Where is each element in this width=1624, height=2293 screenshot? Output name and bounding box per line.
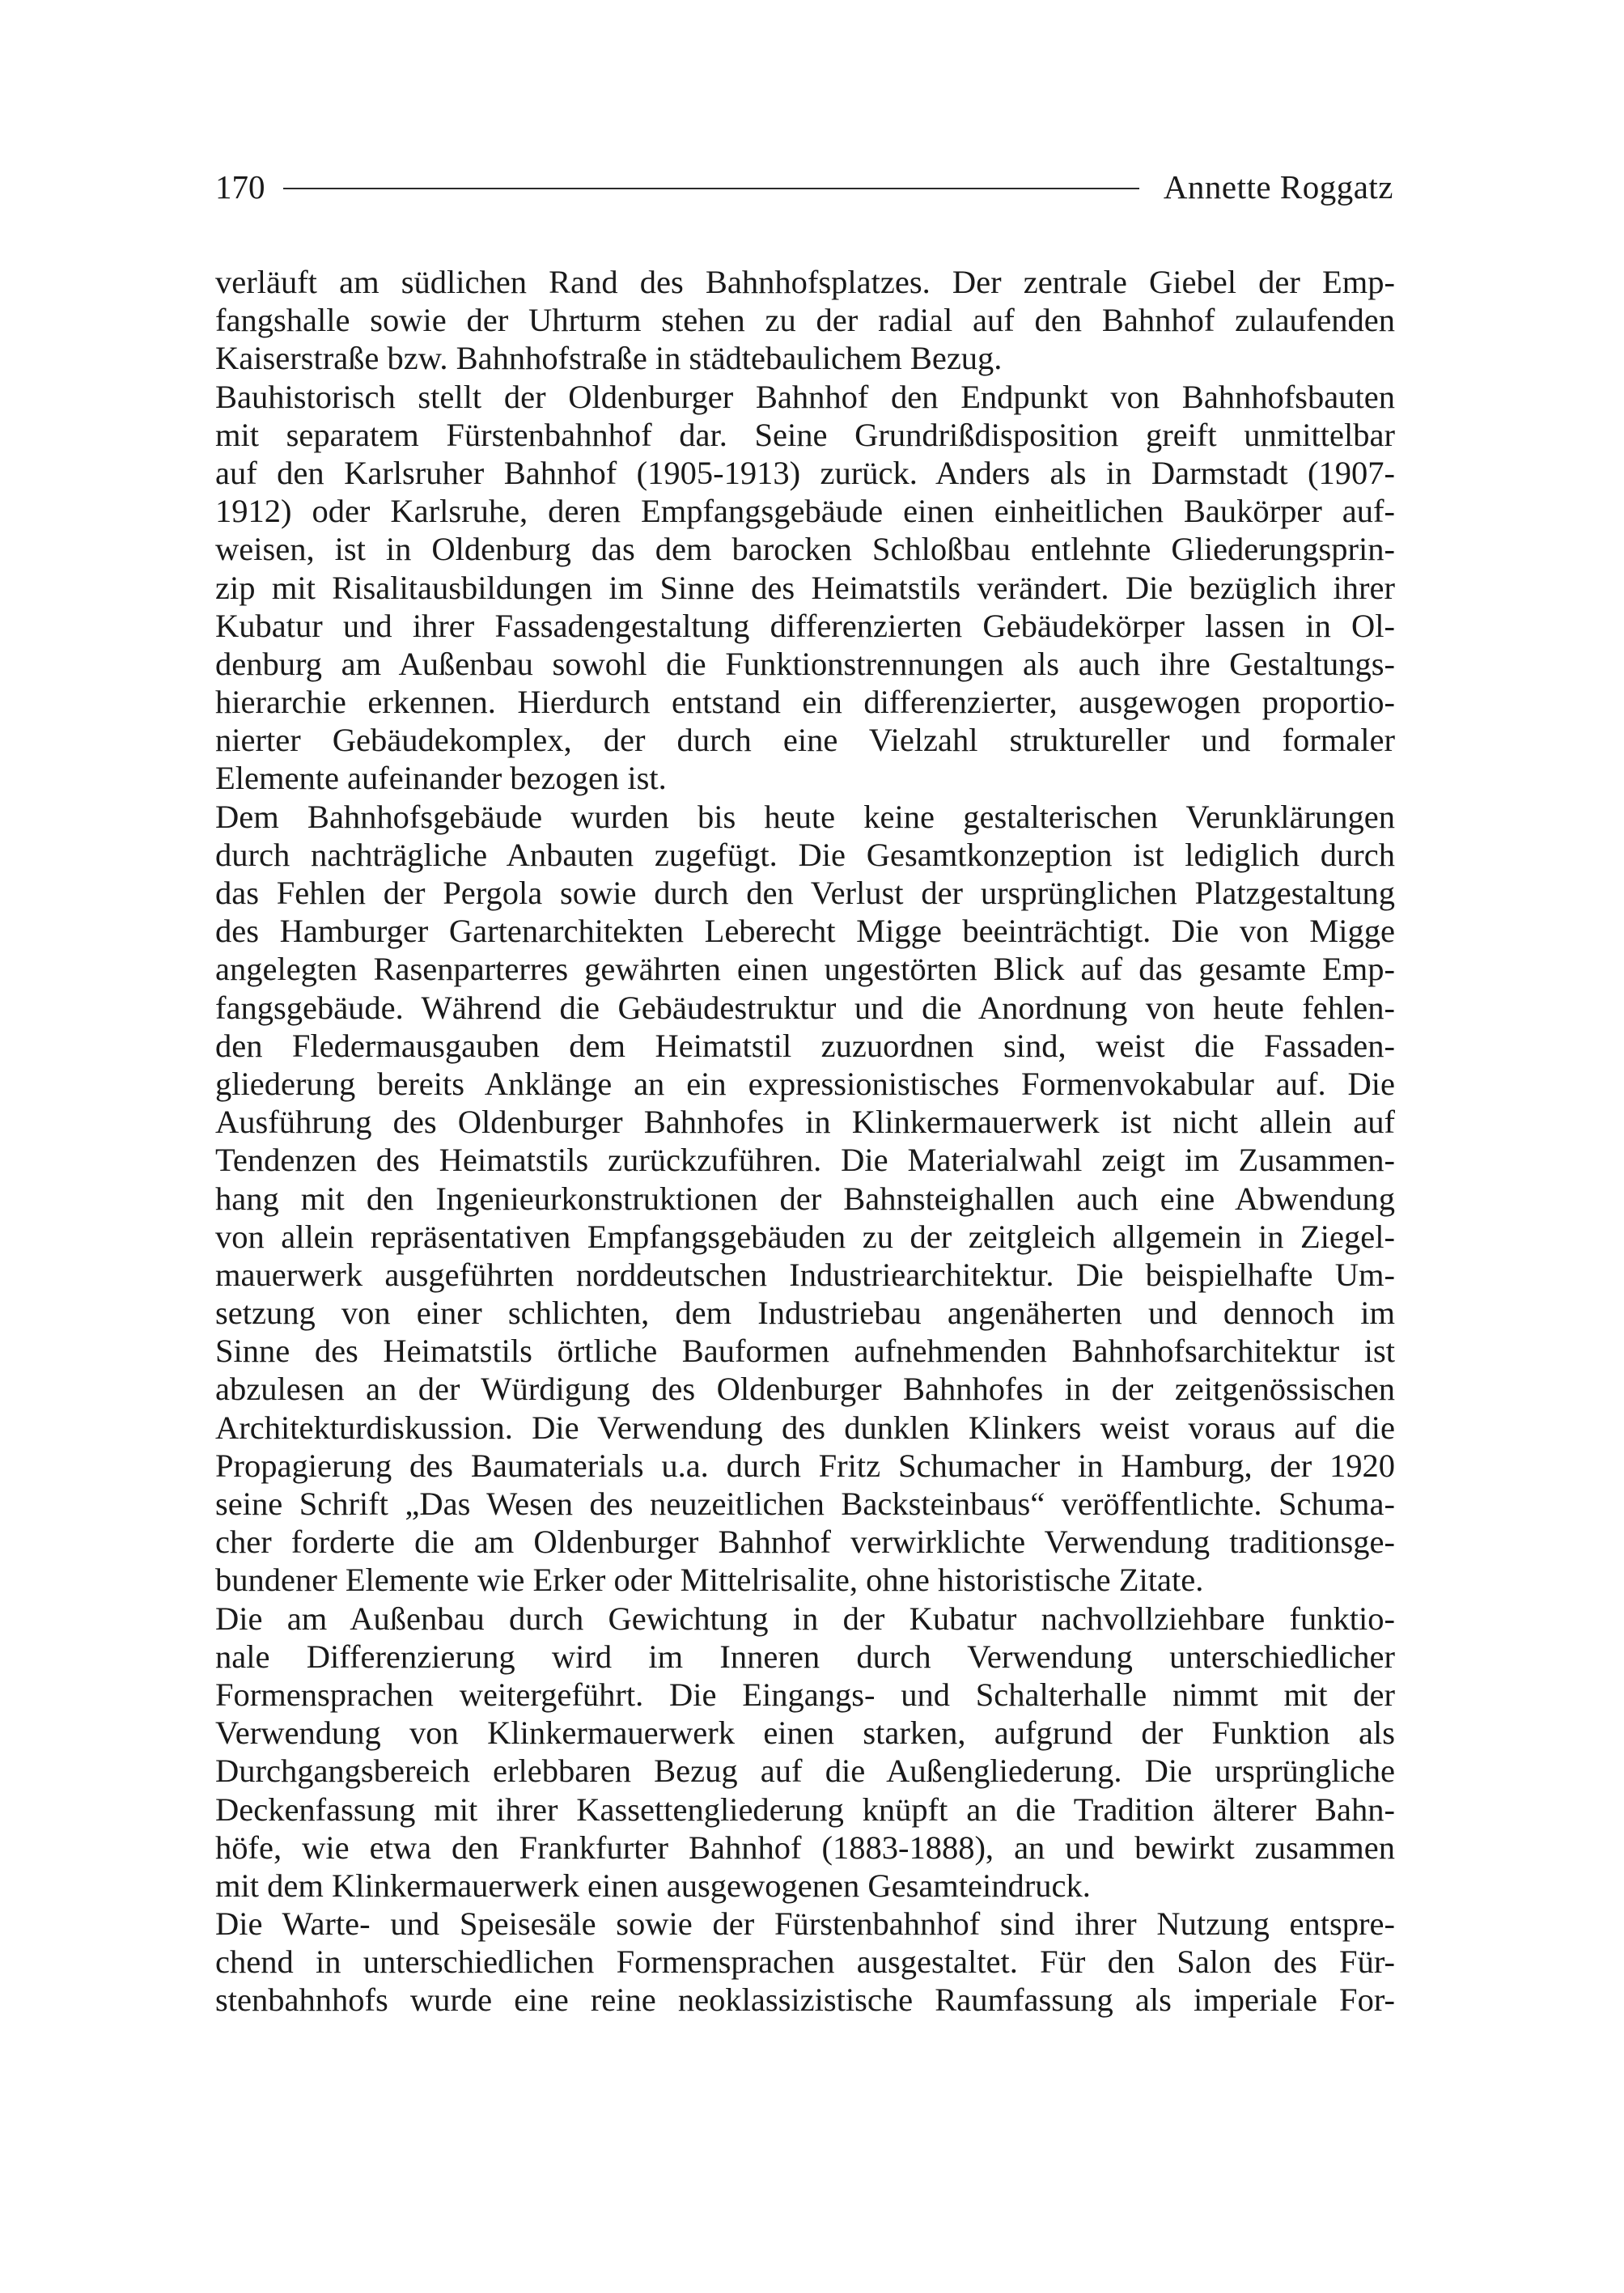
text-line: von allein repräsentativen Empfangsgebäuden zu der zeitgleich allgemein in Ziegel- (215, 1218, 1395, 1255)
text-line: Kaiserstraße bzw. Bahnhofstraße in städtebaulichem Bezug. (215, 340, 1003, 377)
text-line: Bauhistorisch stellt der Oldenburger Bahnhof den Endpunkt von Bahnhofsbauten (215, 378, 1395, 415)
text-line: des Hamburger Gartenarchitekten Leberecht Migge beeinträchtigt. Die von Migge (215, 913, 1395, 950)
text-line: mauerwerk ausgeführten norddeutschen Industriearchitektur. Die beispielhafte Um- (215, 1256, 1395, 1293)
text-line: Tendenzen des Heimatstils zurückzuführen. Die Materialwahl zeigt im Zusammen- (215, 1142, 1395, 1179)
text-line: Architekturdiskussion. Die Verwendung des dunklen Klinkers weist voraus auf die (215, 1409, 1395, 1446)
text-line: hierarchie erkennen. Hierdurch entstand ein differenzierter, ausgewogen proportio- (215, 684, 1395, 721)
text-line: Elemente aufeinander bezogen ist. (215, 760, 667, 797)
text-line: seine Schrift „Das Wesen des neuzeitlichen Backsteinbaus“ veröffentlichte. Schuma- (215, 1486, 1395, 1522)
text-line: Die am Außenbau durch Gewichtung in der Kubatur nachvollziehbare funktio- (215, 1600, 1395, 1637)
text-line: Durchgangsbereich erlebbaren Bezug auf die Außengliederung. Die ursprüngliche (215, 1753, 1395, 1790)
text-line: Ausführung des Oldenburger Bahnhofes in Klinkermauerwerk ist nicht allein auf (215, 1104, 1395, 1141)
text-line: nale Differenzierung wird im Inneren durch Verwendung unterschiedlicher (215, 1638, 1395, 1675)
text-line: durch nachträgliche Anbauten zugefügt. Die Gesamtkonzeption ist lediglich durch (215, 836, 1395, 873)
header-rule (283, 188, 1139, 189)
text-line: Propagierung des Baumaterials u.a. durch Fritz Schumacher in Hamburg, der 1920 (215, 1447, 1395, 1484)
text-line: Die Warte- und Speisesäle sowie der Fürstenbahnhof sind ihrer Nutzung entspre- (215, 1905, 1395, 1943)
text-line: 1912) oder Karlsruhe, deren Empfangsgebäude einen einheitlichen Baukörper auf- (215, 493, 1395, 530)
text-line: chend in unterschiedlichen Formensprachen ausgestaltet. Für den Salon des Für- (215, 1943, 1395, 1981)
text-line: gliederung bereits Anklänge an ein expressionistisches Formenvokabular auf. Die (215, 1065, 1395, 1102)
running-head-author: Annette Roggatz (1163, 168, 1393, 206)
text-line: Dem Bahnhofsgebäude wurden bis heute keine gestalterischen Verunklärungen (215, 798, 1395, 835)
text-line: Verwendung von Klinkermauerwerk einen starken, aufgrund der Funktion als (215, 1714, 1395, 1752)
text-line: bundener Elemente wie Erker oder Mittelrisalite, ohne historistische Zitate. (215, 1562, 1204, 1599)
text-line: denburg am Außenbau sowohl die Funktionstrennungen als auch ihre Gestaltungs- (215, 645, 1395, 682)
text-line: verläuft am südlichen Rand des Bahnhofsplatzes. Der zentrale Giebel der Emp- (215, 264, 1395, 300)
text-line: zip mit Risalitausbildungen im Sinne des Heimatstils verändert. Die bezüglich ihrer (215, 569, 1395, 606)
text-line: hang mit den Ingenieurkonstruktionen der Bahnsteighallen auch eine Abwendung (215, 1180, 1395, 1217)
text-line: auf den Karlsruher Bahnhof (1905-1913) zurück. Anders als in Darmstadt (1907- (215, 454, 1395, 491)
text-line: cher forderte die am Oldenburger Bahnhof verwirklichte Verwendung traditionsge- (215, 1524, 1395, 1561)
text-line: Kubatur und ihrer Fassadengestaltung differenzierten Gebäudekörper lassen in Ol- (215, 607, 1395, 644)
text-line: weisen, ist in Oldenburg das dem barocken Schloßbau entlehnte Gliederungsprin- (215, 531, 1395, 568)
text-line: Formensprachen weitergeführt. Die Eingangs- und Schalterhalle nimmt mit der (215, 1676, 1395, 1713)
text-line: angelegten Rasenparterres gewährten einen ungestörten Blick auf das gesamte Emp- (215, 951, 1395, 988)
text-line: mit separatem Fürstenbahnhof dar. Seine Grundrißdisposition greift unmittelbar (215, 416, 1395, 453)
running-header (215, 166, 1393, 208)
text-line: mit dem Klinkermauerwerk einen ausgewogenen Gesamteindruck. (215, 1867, 1091, 1904)
text-line: setzung von einer schlichten, dem Industriebau angenäherten und dennoch im (215, 1295, 1395, 1332)
text-line: stenbahnhofs wurde eine reine neoklassizistische Raumfassung als imperiale For- (215, 1981, 1395, 2019)
text-line: den Fledermausgauben dem Heimatstil zuzuordnen sind, weist die Fassaden- (215, 1027, 1395, 1064)
text-line: Sinne des Heimatstils örtliche Bauformen aufnehmenden Bahnhofsarchitektur ist (215, 1333, 1395, 1370)
text-line: fangsgebäude. Während die Gebäudestruktur und die Anordnung von heute fehlen- (215, 989, 1395, 1026)
text-line: das Fehlen der Pergola sowie durch den Verlust der ursprünglichen Platzgestaltung (215, 875, 1395, 911)
page-number: 170 (215, 168, 265, 206)
text-line: höfe, wie etwa den Frankfurter Bahnhof (1883-1888), an und bewirkt zusammen (215, 1829, 1395, 1866)
body-text (215, 263, 1395, 2020)
text-line: fangshalle sowie der Uhrturm stehen zu der radial auf den Bahnhof zulaufenden (215, 302, 1395, 339)
text-line: Deckenfassung mit ihrer Kassettengliederung knüpft an die Tradition älterer Bahn- (215, 1791, 1395, 1828)
text-line: nierter Gebäudekomplex, der durch eine Vielzahl struktureller und formaler (215, 722, 1395, 759)
text-line: abzulesen an der Würdigung des Oldenburger Bahnhofes in der zeitgenössischen (215, 1371, 1395, 1408)
